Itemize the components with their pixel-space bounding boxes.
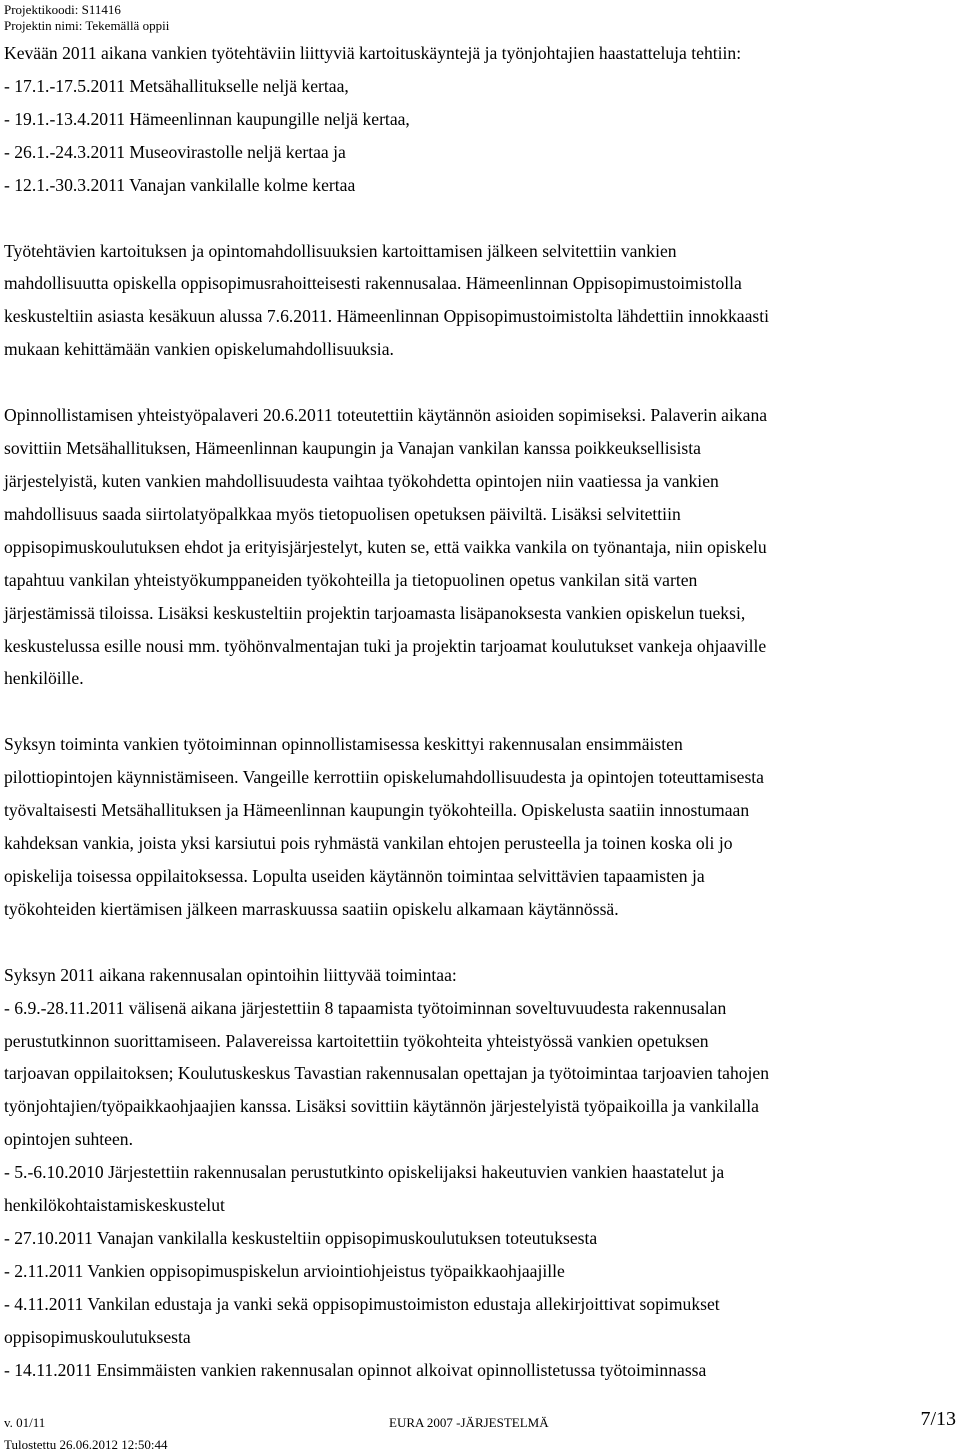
page-number: 7/13 — [920, 1408, 956, 1430]
document-body — [4, 37, 956, 1387]
text-line: mahdollisuutta opiskella oppisopimusrahoitteisesti rakennusalaa. Hämeenlinnan Oppisopimustoimistolla — [4, 273, 742, 294]
text-line: opiskelija toisessa oppilaitoksessa. Lopulta useiden käytännön toimintaa selvittävien tapaamisten ja — [4, 865, 705, 886]
text-line: sovittiin Metsähallituksen, Hämeenlinnan kaupungin ja Vanajan vankilan kanssa poikkeuksellisista — [4, 438, 701, 459]
text-line: opintojen suhteen. — [4, 1129, 133, 1150]
text-line: henkilöille. — [4, 668, 84, 689]
text-line: henkilökohtaistamiskeskustelut — [4, 1195, 225, 1216]
text-line: - 26.1.-24.3.2011 Museovirastolle neljä kertaa ja — [4, 141, 346, 162]
text-line: kahdeksan vankia, joista yksi karsiutui pois ryhmästä vankilan ehtojen perusteella ja toinen koska oli jo — [4, 833, 733, 854]
text-line: työkohteiden kiertämisen jälkeen marraskuussa saatiin opiskelu alkamaan käytännössä. — [4, 898, 619, 919]
paragraph — [4, 728, 956, 925]
text-line: Syksyn 2011 aikana rakennusalan opintoihin liittyvää toimintaa: — [4, 964, 457, 985]
paragraph — [4, 959, 956, 1387]
print-timestamp: Tulostettu 26.06.2012 12:50:44 — [4, 1437, 168, 1452]
text-line: pilottiopintojen käynnistämiseen. Vangeille kerrottiin opiskelumahdollisuudesta ja opintojen toteuttamisesta — [4, 767, 764, 788]
paragraph-gap — [4, 926, 956, 959]
project-code: Projektikoodi: S11416 — [4, 2, 121, 17]
document-header — [4, 2, 169, 34]
paragraph-gap — [4, 202, 956, 235]
version-label: v. 01/11 — [4, 1415, 46, 1430]
paragraph — [4, 399, 956, 695]
text-line: mahdollisuus saada siirtolatyöpalkkaa myös tietopuolisen opetuksen päiviltä. Lisäksi selvitettiin — [4, 503, 681, 524]
text-line: - 6.9.-28.11.2011 välisenä aikana järjestettiin 8 tapaamista työtoiminnan soveltuvuudesta rakennusalan — [4, 997, 727, 1018]
text-line: työvaltaisesti Metsähallituksen ja Hämeenlinnan kaupungin työkohteilla. Opiskelusta saatiin innostumaan — [4, 800, 750, 821]
text-line: perustutkinnon suorittamiseen. Palavereissa kartoitettiin työkohteita yhteistyössä vankien opetuksen — [4, 1030, 709, 1051]
text-line: tapahtuu vankilan yhteistyökumppaneiden työkohteilla ja tietopuolinen opetus vankilan sitä varten — [4, 569, 698, 590]
text-line: - 14.11.2011 Ensimmäisten vankien rakennusalan opinnot alkoivat opinnollistetussa työtoiminnassa — [4, 1359, 707, 1380]
text-line: oppisopimuskoulutuksen ehdot ja erityisjärjestelyt, kuten se, että vaikka vankila on työnantaja, niin opiskelu — [4, 536, 767, 557]
project-name: Projektin nimi: Tekemällä oppii — [4, 18, 170, 33]
text-line: keskustelussa esille nousi mm. työhönvalmentajan tuki ja projektin tarjoamat koulutukset vankeja ohjaaville — [4, 635, 767, 656]
paragraph-gap — [4, 695, 956, 728]
text-line: keskusteltiin asiasta kesäkuun alussa 7.6.2011. Hämeenlinnan Oppisopimustoimistolta lähdettiin innokkaasti — [4, 306, 770, 327]
text-line: - 27.10.2011 Vanajan vankilalla keskusteltiin oppisopimuskoulutuksen toteutuksesta — [4, 1228, 598, 1248]
text-line: - 17.1.-17.5.2011 Metsähallitukselle neljä kertaa, — [4, 75, 349, 96]
text-line: Kevään 2011 aikana vankien työtehtäviin liittyviä kartoituskäyntejä ja työnjohtajien haastatteluja tehtiin: — [4, 43, 742, 63]
text-line: työnjohtajien/työpaikkaohjaajien kanssa. Lisäksi sovittiin käytännön järjestelyistä työpaikoilla ja vankilalla — [4, 1096, 759, 1117]
paragraph — [4, 37, 956, 202]
text-line: mukaan kehittämään vankien opiskelumahdollisuuksia. — [4, 339, 394, 360]
text-line: - 12.1.-30.3.2011 Vanajan vankilalle kolme kertaa — [4, 174, 356, 195]
text-line: tarjoavan oppilaitoksen; Koulutuskeskus Tavastian rakennusalan opettajan ja työtoimintaa tarjoavien tahojen — [4, 1063, 770, 1084]
text-line: Syksyn toiminta vankien työtoiminnan opinnollistamisessa keskittyi rakennusalan ensimmäisten — [4, 734, 683, 755]
text-line: - 4.11.2011 Vankilan edustaja ja vanki sekä oppisopimustoimiston edustaja allekirjoittivat sopimukset — [4, 1293, 720, 1314]
paragraph-gap — [4, 366, 956, 399]
text-line: - 2.11.2011 Vankien oppisopimuspiskelun arviointiohjeistus työpaikkaohjaajille — [4, 1260, 565, 1281]
text-line: - 5.-6.10.2010 Järjestettiin rakennusalan perustutkinto opiskelijaksi hakeutuvien vankien haastatelut ja — [4, 1162, 725, 1183]
text-line: Opinnollistamisen yhteistyöpalaveri 20.6.2011 toteutettiin käytännön asioiden sopimiseksi. Palaverin aikana — [4, 405, 768, 426]
text-line: oppisopimuskoulutuksesta — [4, 1326, 191, 1347]
system-label: EURA 2007 -JÄRJESTELMÄ — [389, 1415, 549, 1430]
text-line: - 19.1.-13.4.2011 Hämeenlinnan kaupungille neljä kertaa, — [4, 108, 410, 129]
text-line: Työtehtävien kartoituksen ja opintomahdollisuuksien kartoittamisen jälkeen selvitettiin vankien — [4, 240, 677, 261]
text-line: järjestelyistä, kuten vankien mahdollisuudesta vaihtaa työkohdetta opintojen niin vaatiessa ja vankien — [4, 470, 719, 491]
paragraph — [4, 235, 956, 367]
text-line: järjestämissä tiloissa. Lisäksi keskusteltiin projektin tarjoamasta lisäpanoksesta vankien opiskelun tueksi, — [4, 602, 746, 623]
